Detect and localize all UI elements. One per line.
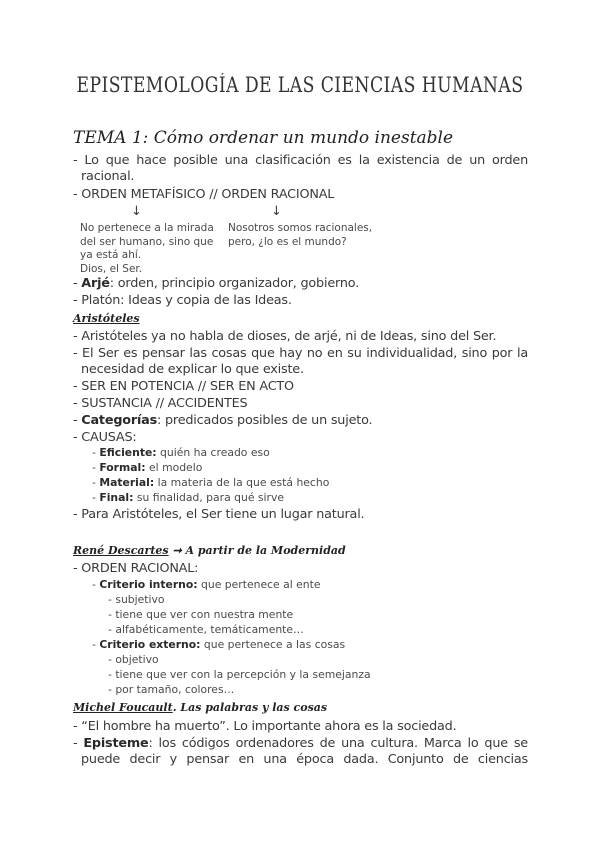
right-note-2: pero, ¿lo es el mundo?	[228, 235, 347, 248]
tema1-line1a: - Lo que hace posible una clasificación es la existencia de un orden	[73, 153, 528, 168]
arrow-right-icon: ➞	[172, 544, 182, 557]
externo-item: - por tamaño, colores…	[108, 683, 235, 696]
tema1-line1b: racional.	[81, 169, 135, 184]
arrow-down-icon: ↓	[271, 204, 282, 219]
cause-text: la materia de la que está hecho	[154, 476, 330, 489]
platon-line: - Platón: Ideas y copia de las Ideas.	[73, 293, 292, 308]
episteme-label: Episteme	[83, 736, 149, 751]
aristoteles-heading-text: Aristóteles	[73, 312, 140, 325]
categorias-text: : predicados posibles de un sujeto.	[157, 413, 373, 428]
aristoteles-line1: - Aristóteles ya no habla de dioses, de arjé, ni de Ideas, sino del Ser.	[73, 329, 497, 344]
cause-text: quién ha creado eso	[156, 446, 270, 459]
left-note-2: del ser humano, sino que	[80, 235, 214, 248]
descartes-name: René Descartes	[73, 544, 169, 557]
cause-label: Material:	[99, 476, 155, 489]
foucault-line2b: puede decir y pensar en una época dada. Conjunto de ciencias	[81, 752, 528, 767]
cause-text: su finalidad, para qué sirve	[133, 491, 285, 504]
descartes-subtitle: A partir de la Modernidad	[185, 544, 346, 557]
left-note-1: No pertenece a la mirada	[80, 222, 214, 234]
cause-label: Formal:	[99, 461, 146, 474]
aristoteles-line3: - SER EN POTENCIA // SER EN ACTO	[73, 379, 294, 394]
cause-item: - Material: la materia de la que está hecho	[92, 476, 330, 489]
descartes-heading	[73, 544, 346, 557]
arje-label: Arjé	[81, 276, 110, 291]
cause-item: - Formal: el modelo	[92, 461, 203, 474]
tema1-orden-line: - ORDEN METAFÍSICO // ORDEN RACIONAL	[73, 187, 335, 202]
criterio-interno-line: - Criterio interno: que pertenece al ente	[92, 578, 321, 591]
interno-item: - subjetivo	[108, 593, 165, 606]
foucault-name: Michel Foucault	[73, 701, 173, 714]
foucault-book: . Las palabras y las cosas	[172, 701, 328, 714]
causas-line: - CAUSAS:	[73, 430, 137, 445]
externo-item: - objetivo	[108, 653, 159, 666]
arje-text: : orden, principio organizador, gobierno.	[109, 276, 360, 291]
episteme-text: : los códigos ordenadores de una cultura. Marca lo que se	[148, 736, 528, 751]
cause-text: el modelo	[145, 461, 203, 474]
episteme-line: - Episteme: los códigos ordenadores de una cultura. Marca lo que se	[73, 736, 528, 751]
orden-racional-line: - ORDEN RACIONAL:	[73, 561, 199, 576]
categorias-line: - Categorías: predicados posibles de un sujeto.	[73, 413, 373, 428]
externo-item: - tiene que ver con la percepción y la semejanza	[108, 668, 371, 681]
criterio-externo-text: que pertenece a las cosas	[200, 638, 346, 651]
criterio-interno-text: que pertenece al ente	[197, 578, 321, 591]
criterio-externo-line: - Criterio externo: que pertenece a las cosas	[92, 638, 346, 651]
aristoteles-heading	[73, 312, 140, 325]
left-note-3: ya está ahí.	[80, 249, 142, 261]
interno-item: - alfabéticamente, temáticamente…	[108, 623, 304, 636]
cause-label: Final:	[99, 491, 134, 504]
categorias-label: Categorías	[81, 413, 158, 428]
aristoteles-line2a: - El Ser es pensar las cosas que hay no en su individualidad, sino por la	[73, 346, 528, 361]
cause-label: Eficiente:	[99, 446, 157, 459]
interno-item: - tiene que ver con nuestra mente	[108, 608, 294, 621]
tema1-heading: TEMA 1: Cómo ordenar un mundo inestable	[73, 128, 454, 148]
cause-item: - Final: su finalidad, para qué sirve	[92, 491, 285, 504]
aristoteles-line4: - SUSTANCIA // ACCIDENTES	[73, 396, 248, 411]
right-note-1: Nosotros somos racionales,	[228, 222, 373, 234]
page-title: EPISTEMOLOGÍA DE LAS CIENCIAS HUMANAS	[76, 73, 524, 97]
criterio-externo-label: Criterio externo:	[99, 638, 201, 651]
aristoteles-line2b: necesidad de explicar lo que existe.	[81, 362, 304, 377]
left-note-4: Dios, el Ser.	[80, 262, 143, 275]
arrow-down-icon: ↓	[131, 204, 142, 219]
criterio-interno-label: Criterio interno:	[99, 578, 198, 591]
aristoteles-last: - Para Aristóteles, el Ser tiene un lugar natural.	[73, 507, 365, 522]
foucault-line1: - “El hombre ha muerto”. Lo importante ahora es la sociedad.	[73, 719, 457, 734]
foucault-heading	[73, 701, 327, 714]
cause-item: - Eficiente: quién ha creado eso	[92, 446, 270, 459]
arje-line: - Arjé: orden, principio organizador, gobierno.	[73, 276, 360, 291]
